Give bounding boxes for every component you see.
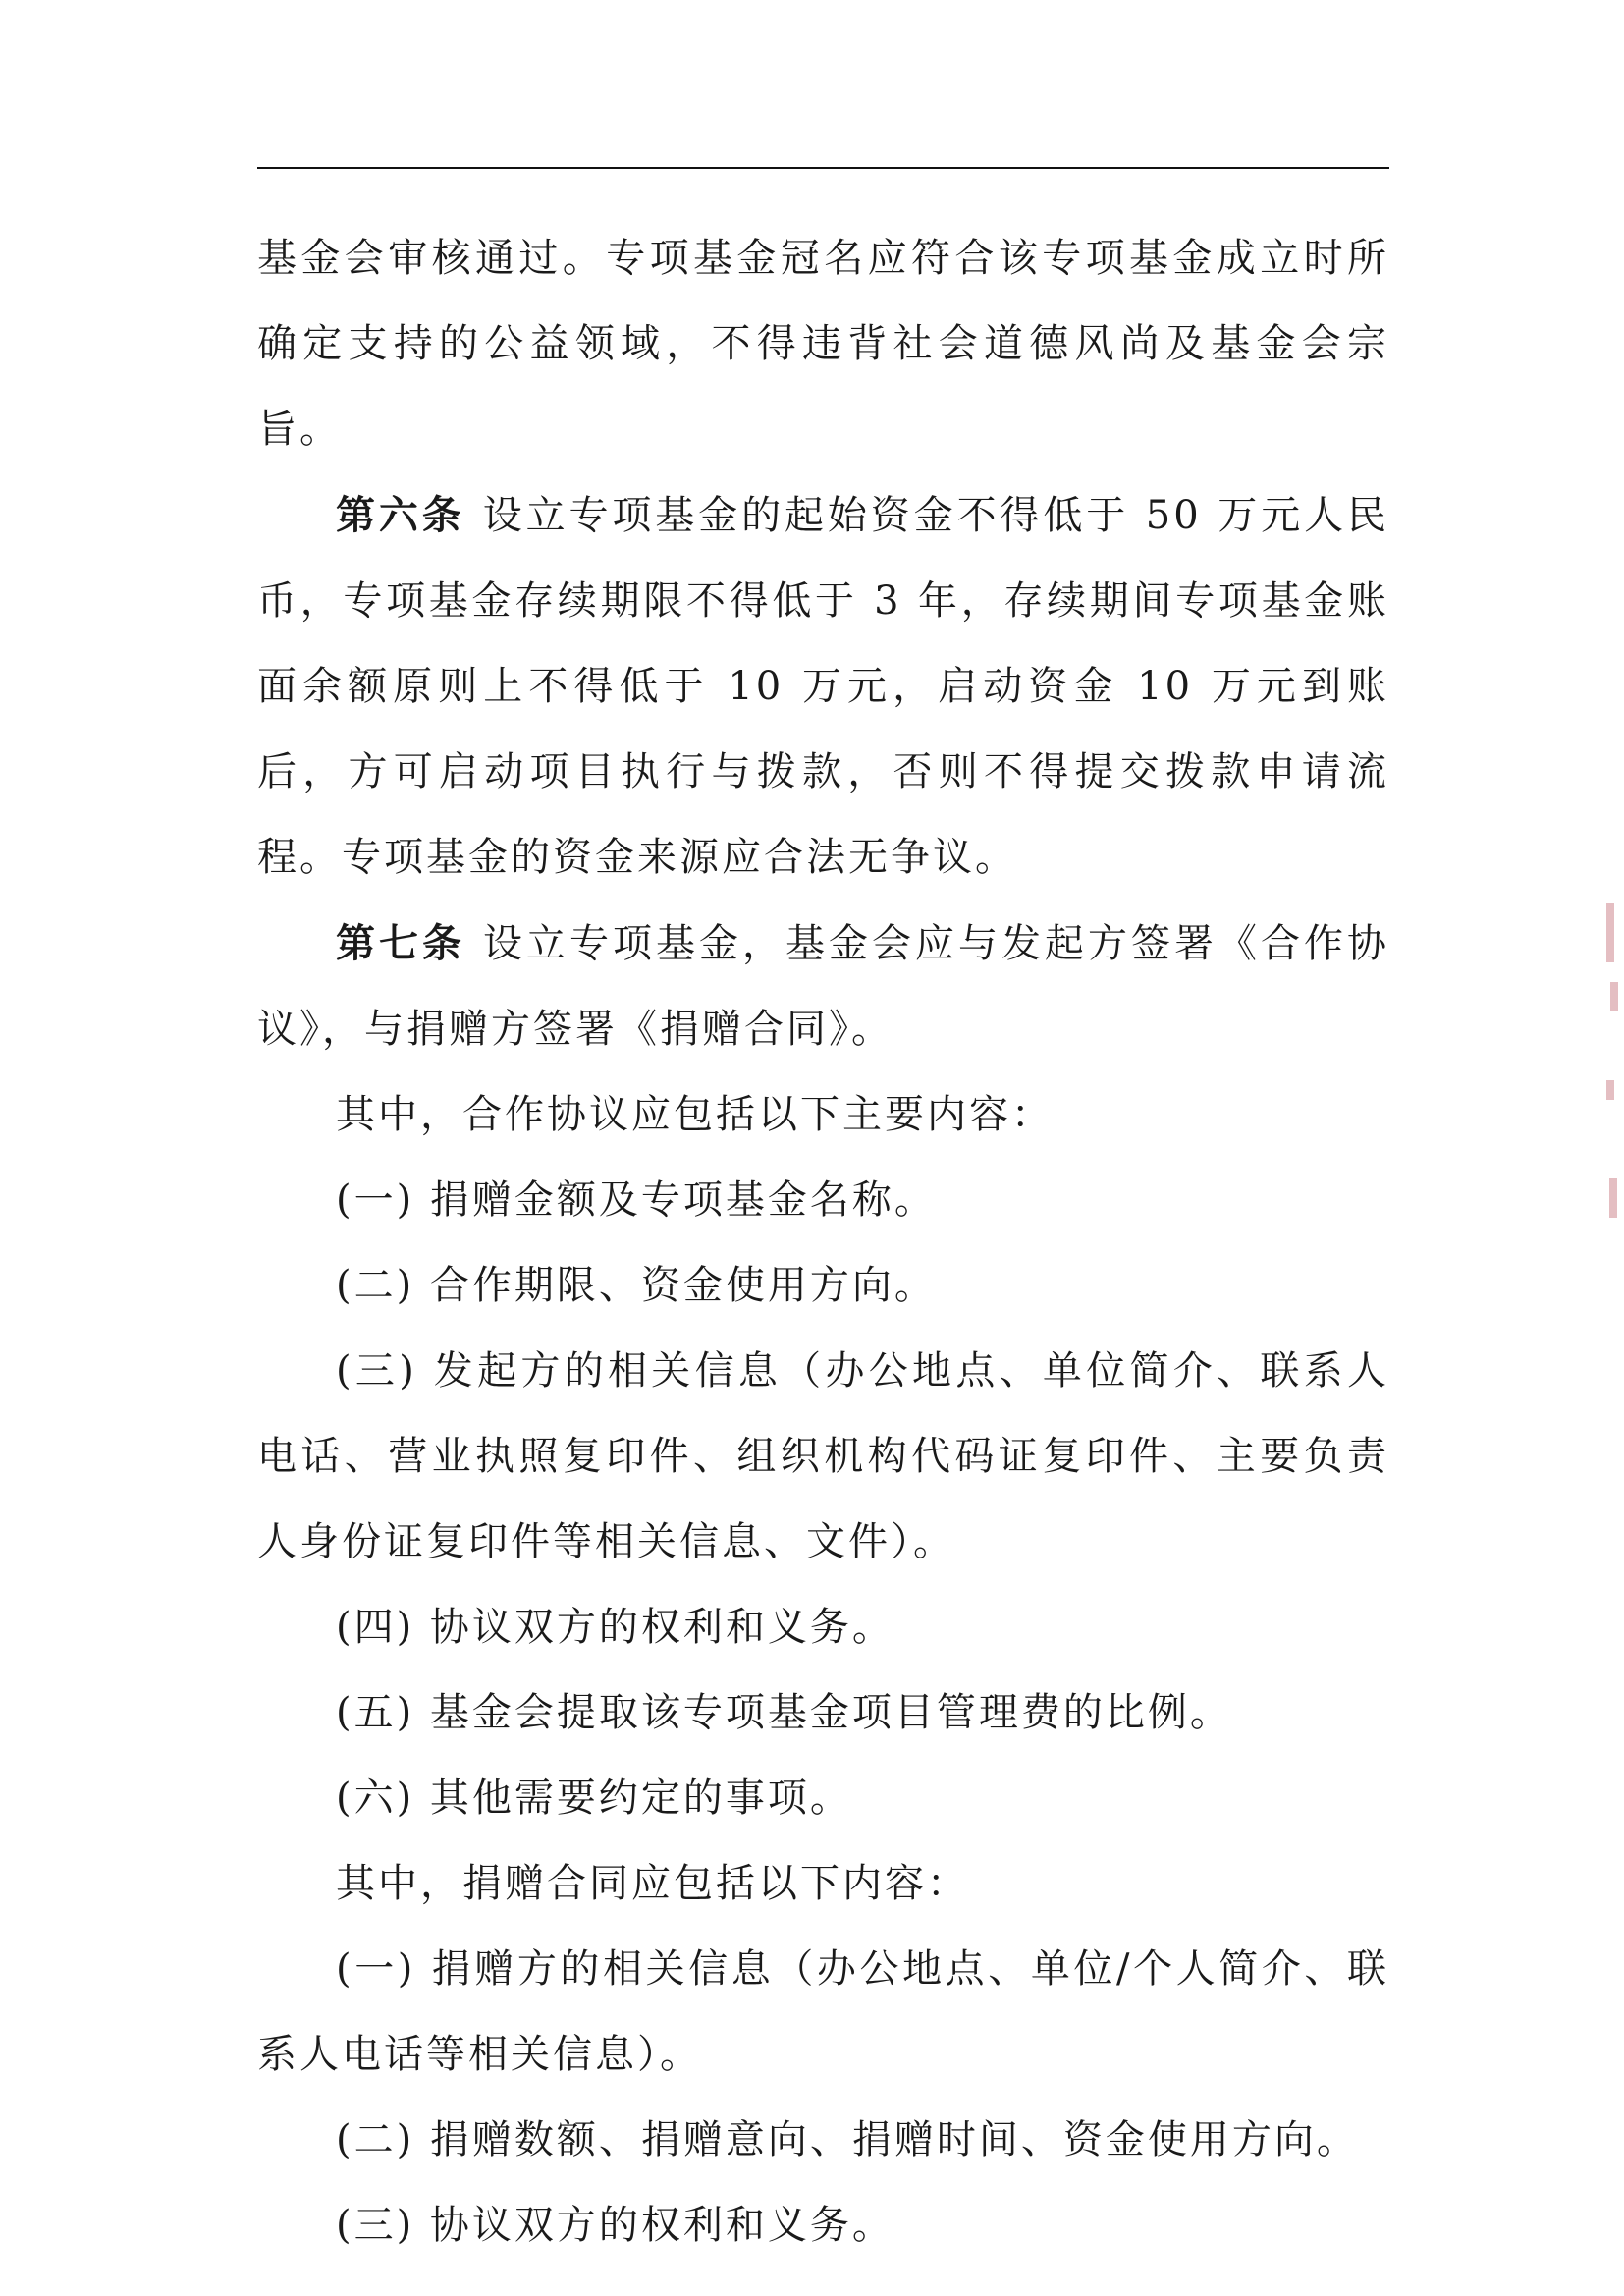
paragraph-text: (五) 基金会提取该专项基金项目管理费的比例。 [336,1690,1232,1735]
paragraph [257,1756,1389,1841]
paragraph [257,2183,1389,2269]
paragraph [257,1841,1389,1927]
paragraph-text: (二) 捐赠数额、捐赠意向、捐赠时间、资金使用方向。 [336,2117,1359,2162]
paragraph-text: 设立专项基金，基金会应与发起方签署《合作协议》，与捐赠方签署《捐赠合同》。 [257,921,1389,1052]
paragraph [257,1158,1389,1243]
paragraph-text: 基金会审核通过。专项基金冠名应符合该专项基金成立时所确定支持的公益领域，不得违背社会道德风尚及基金会宗旨。 [257,236,1389,452]
paragraph-text: 其中，合作协议应包括以下主要内容： [336,1092,1054,1137]
paragraph-text: 其中，捐赠合同应包括以下内容： [336,1861,969,1906]
paragraph-text: (三) 发起方的相关信息（办公地点、单位简介、联系人电话、营业执照复印件、组织机构代码证复印件、主要负责人身份证复印件等相关信息、文件）。 [257,1348,1389,1564]
paragraph [257,2098,1389,2183]
paragraph [257,472,1389,901]
paragraph [257,1670,1389,1756]
header-rule [257,167,1389,169]
article-number: 第六条 [336,492,465,538]
paragraph-text: (一) 捐赠金额及专项基金名称。 [336,1177,937,1223]
paragraph [257,1329,1389,1585]
paragraph [257,216,1389,472]
article-number: 第七条 [336,920,465,966]
paragraph [257,1927,1389,2098]
paragraph-text: (四) 协议双方的权利和义务。 [336,1605,894,1650]
paragraph-text: (二) 合作期限、资金使用方向。 [336,1263,937,1308]
paragraph [257,901,1389,1072]
paragraph-text: 设立专项基金的起始资金不得低于 50 万元人民币，专项基金存续期限不得低于 3 年，存续期间专项基金账面余额原则上不得低于 10 万元，启动资金 10 万元到账后，方可启动项目执行与拨款，否则不得提交拨款申请流程。专项基金的资金来源应合法无争议。 [257,493,1390,880]
seal-fragment-marks [1606,884,1624,1237]
paragraph [257,1072,1389,1158]
paragraph-text: (三) 协议双方的权利和义务。 [336,2203,894,2248]
document-body [257,216,1389,2269]
paragraph-text: (一) 捐赠方的相关信息（办公地点、单位/个人简介、联系人电话等相关信息）。 [257,1946,1389,2077]
paragraph-text: (六) 其他需要约定的事项。 [336,1776,852,1821]
paragraph [257,1243,1389,1329]
paragraph [257,1585,1389,1670]
